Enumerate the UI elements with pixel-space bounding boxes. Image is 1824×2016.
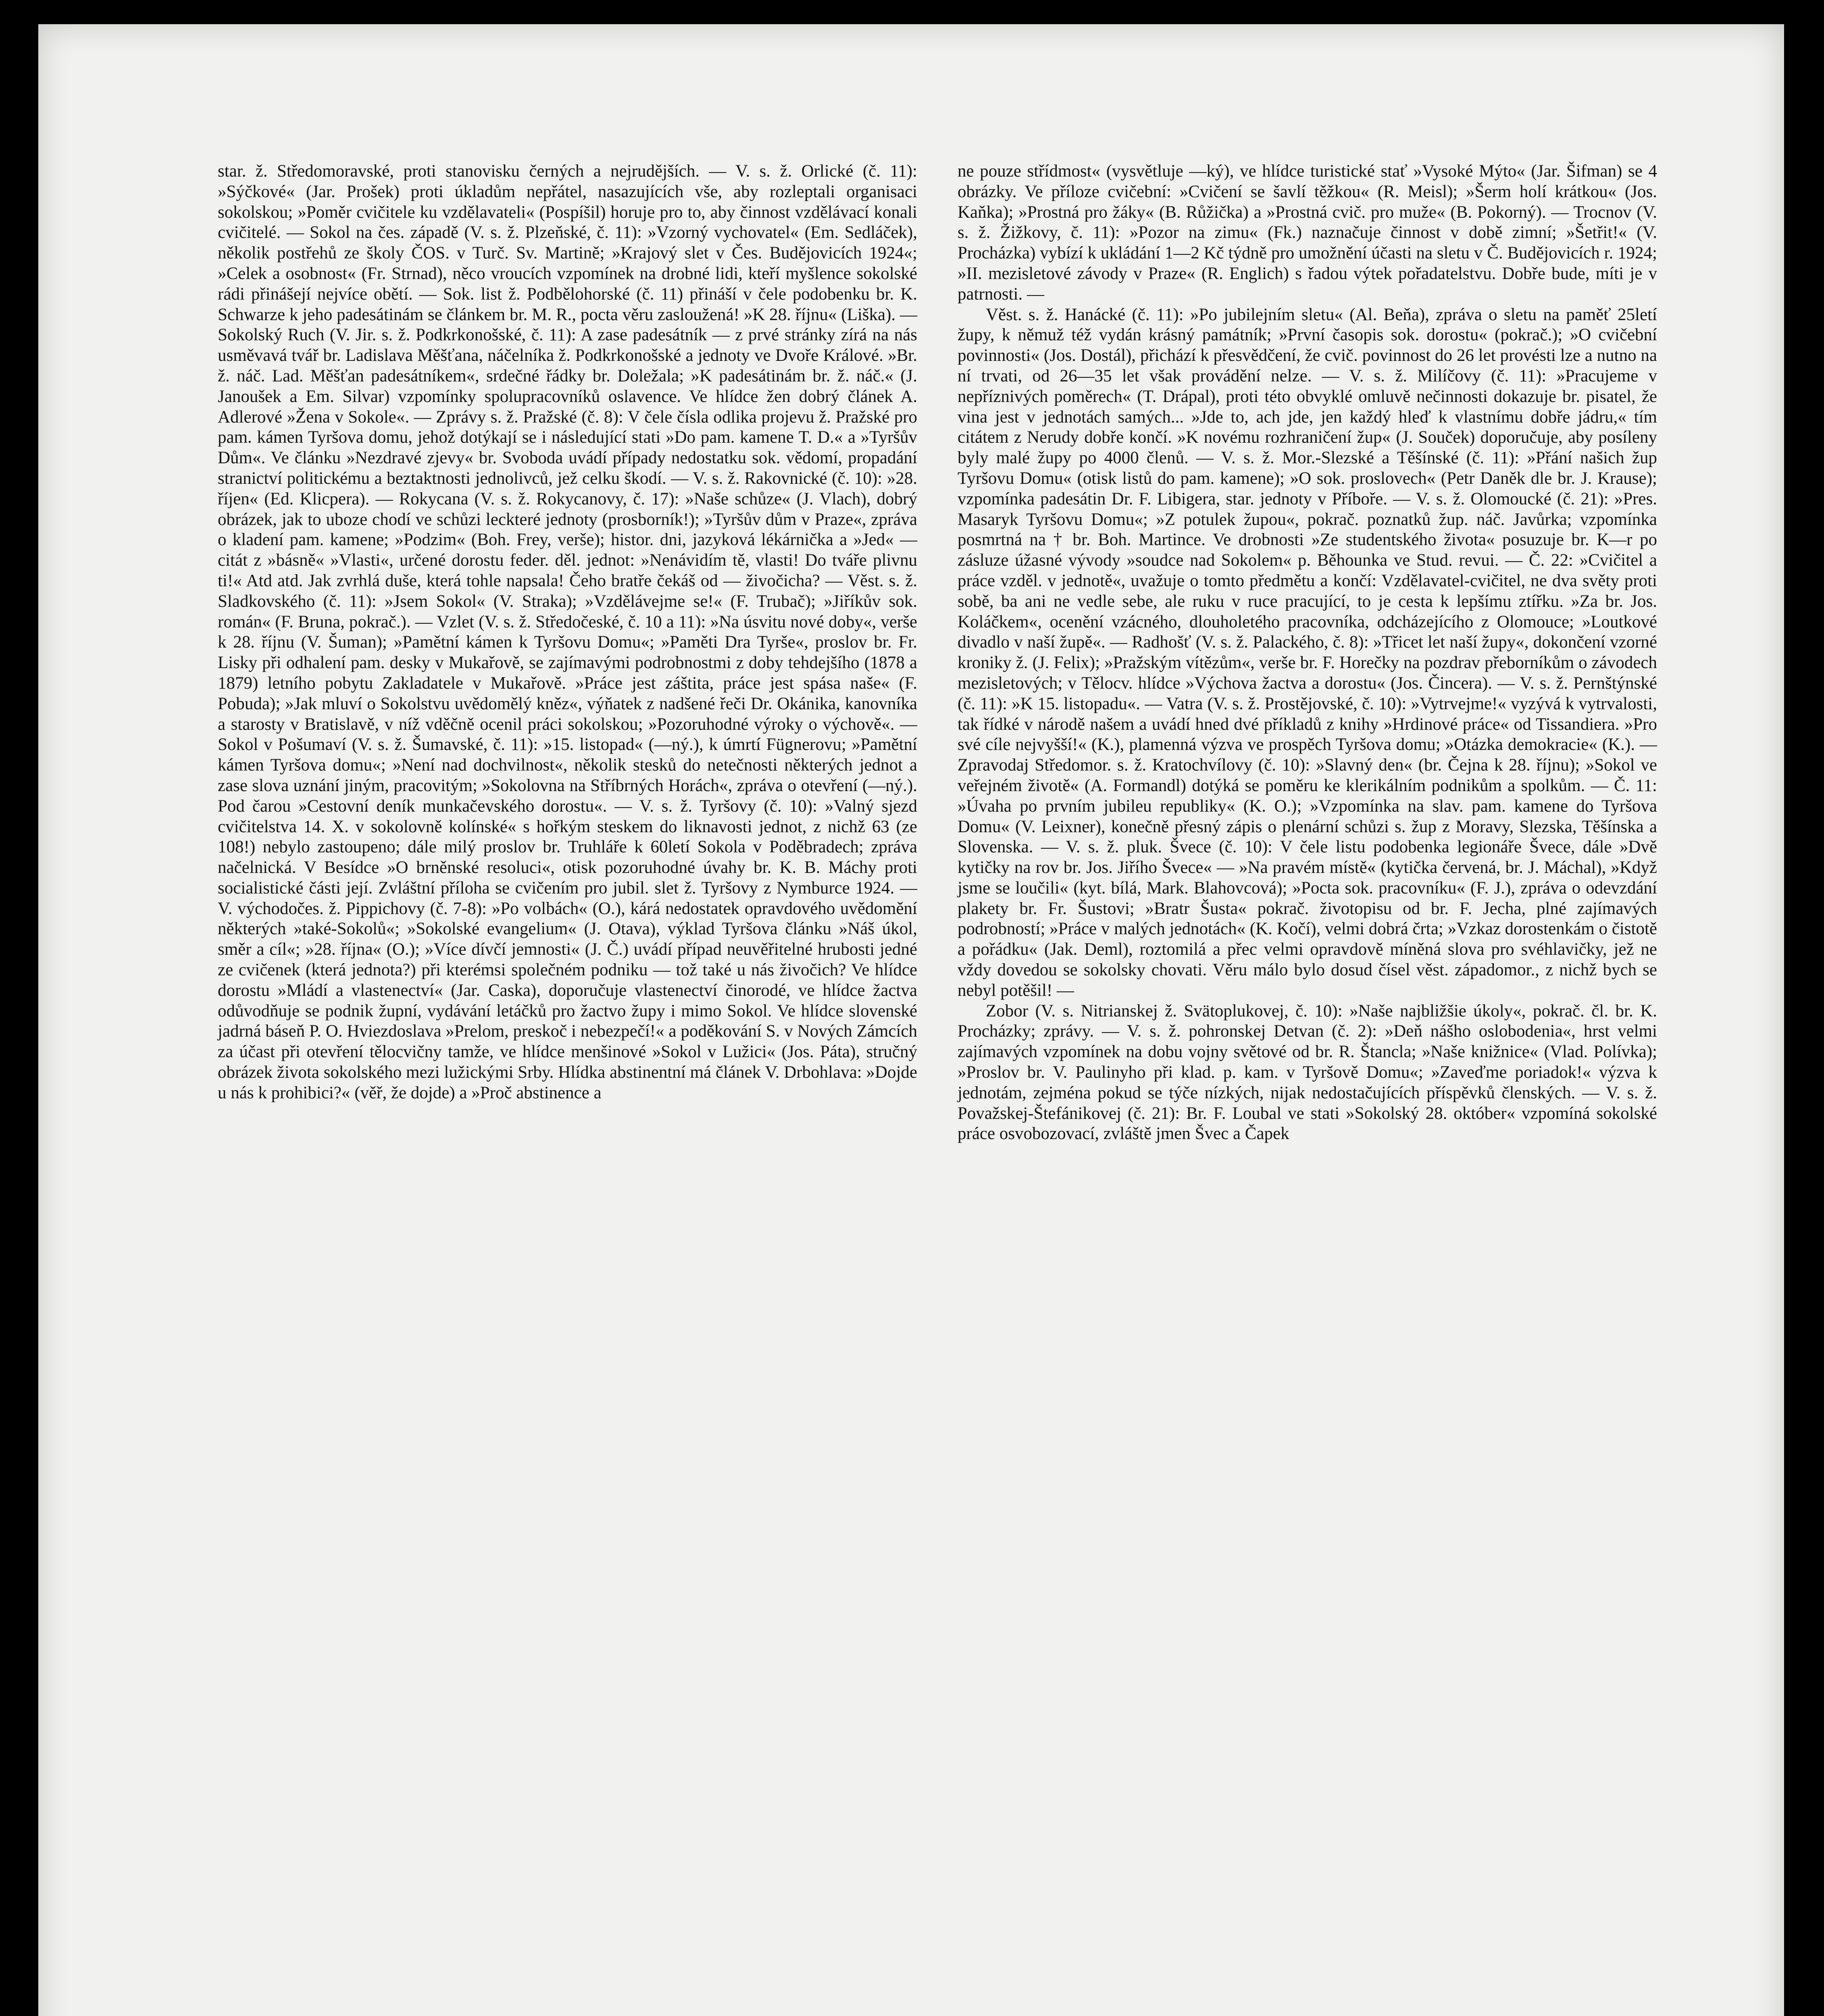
left-text-column xyxy=(218,161,917,1104)
paragraph: Zobor (V. s. Nitrianskej ž. Svätoplukovej, č. 10): »Naše najbližšie úkoly«, pokrač. čl. br. K. Procházky; zprávy. — V. s. ž. pohronskej Detvan (č. 2): »Deň nášho oslobodenia«, hrst velmi zajímavých vzpomínek na dobu vojny světové od br. R. Štancla; »Naše knižnice« (Vlad. Polívka); »Proslov br. V. Paulinyho při klad. p. kam. v Tyršově Domu«; »Zaveďme poriadok!« výzva k jednotám, zejména pokud se týče nízkých, nijak nedostačujících příspěvků členských. — V. s. ž. Považskej-Štefánikovej (č. 21): Br. F. Loubal ve stati »Sokolský 28. október« vzpomíná sokolské práce osvobozovací, zvláště jmen Švec a Čapek xyxy=(958,1001,1657,1143)
right-text-column xyxy=(958,161,1657,1144)
paragraph: ne pouze střídmost« (vysvětluje —ký), ve hlídce turistické stať »Vysoké Mýto« (Jar. Šifman) se 4 obrázky. Ve příloze cvičební: »Cvičení se šavlí těžkou« (R. Meisl); »Šerm holí krátkou« (Jos. Kaňka); »Prostná pro žáky« (B. Růžička) a »Prostná cvič. pro muže« (B. Pokorný). — Trocnov (V. s. ž. Žižkovy, č. 11): »Pozor na zimu« (Fk.) naznačuje činnost v době zimní; »Šetřit!« (V. Procházka) vybízí k ukládání 1—2 Kč týdně pro umožnění účasti na sletu v Č. Budějovicích r. 1924; »II. mezisletové závody v Praze« (R. Englich) s řadou výtek pořadatelstvu. Dobře bude, míti je v patrnosti. — xyxy=(958,162,1657,304)
paragraph: star. ž. Středomoravské, proti stanovisku černých a nejrudějších. — V. s. ž. Orlické (č. 11): »Sýčkové« (Jar. Prošek) proti úkladům nepřátel, nasazujících vše, aby rozleptali organisaci sokolskou; »Poměr cvičitele ku vzdělavateli« (Pospíšil) horuje pro to, aby činnost vzdělávací konali cvičitelé. — Sokol na čes. západě (V. s. ž. Plzeňské, č. 11): »Vzorný vychovatel« (Em. Sedláček), několik postřehů ze školy ČOS. v Turč. Sv. Martině; »Krajový slet v Čes. Budějovicích 1924«; »Celek a osobnost« (Fr. Strnad), něco vroucích vzpomínek na drobné lidi, kteří myšlence sokolské rádi přinášejí nejvíce obětí. — Sok. list ž. Podbělohorské (č. 11) přináší v čele podobenku br. K. Schwarze k jeho padesátinám se článkem br. M. R., pocta věru zasloužená! »K 28. říjnu« (Liška). — Sokolský Ruch (V. Jir. s. ž. Podkrkonošské, č. 11): A zase padesátník — z prvé stránky zírá na nás usměvavá tvář br. Ladislava Měšťana, náčelníka ž. Podkrkonošské a jednoty ve Dvoře Králové. »Br. ž. náč. Lad. Měšťan padesátníkem«, srdečné řádky br. Doležala; »K padesátinám br. ž. náč.« (J. Janoušek a Em. Silvar) vzpomínky spolupracovníků oslavence. Ve hlídce žen dobrý článek A. Adlerové »Žena v Sokole«. — Zprávy s. ž. Pražské (č. 8): V čele čísla odlika projevu ž. Pražské pro pam. kámen Tyršova domu, jehož dotýkají se i následující stati »Do pam. kamene T. D.« a »Tyršův Dům«. Ve článku »Nezdravé zjevy« br. Svoboda uvádí případy nedostatku sok. vědomí, propadání stranictví politickému a beztaktnosti jednolivců, jež celku škodí. — V. s. ž. Rakovnické (č. 10): »28. říjen« (Ed. Klicpera). — Rokycana (V. s. ž. Rokycanovy, č. 17): »Naše schůze« (J. Vlach), dobrý obrázek, jak to uboze chodí ve schůzi leckteré jednoty (prosborník!); »Tyršův dům v Praze«, zpráva o kladení pam. kamene; »Podzim« (Boh. Frey, verše); histor. dni, jazyková lékárnička a »Jed« — citát z »básně« »Vlasti«, určené dorostu feder. děl. jednot: »Nenávidím tě, vlasti! Do tváře plivnu ti!« Atd atd. Jak zvrhlá duše, která tohle napsala! Čeho bratře čekáš od — živočicha? — Věst. s. ž. Sladkovského (č. 11): »Jsem Sokol« (V. Straka); »Vzdělávejme se!« (F. Trubač); »Jiříkův sok. román« (F. Bruna, pokrač.). — Vzlet (V. s. ž. Středočeské, č. 10 a 11): »Na úsvitu nové doby«, verše k 28. říjnu (V. Šuman); »Pamětní kámen k Tyršovu Domu«; »Paměti Dra Tyrše«, proslov br. Fr. Lisky při odhalení pam. desky v Mukařově, se zajímavými podrobnostmi z doby tehdejšího (1878 a 1879) letního pobytu Zakladatele v Mukařově. »Práce jest záštita, práce jest spása naše« (F. Pobuda); »Jak mluví o Sokolstvu uvědomělý kněz«, výňatek z nadšené řeči Dr. Okánika, kanovníka a starosty v Bratislavě, v níž vděčně ocenil práci sokolskou; »Pozoruhodné výroky o výchově«. — Sokol v Pošumaví (V. s. ž. Šumavské, č. 11): »15. listopad« (—ný.), k úmrtí Fügnerovu; »Pamětní kámen Tyršova domu«; »Není nad dochvilnost«, několik stesků do netečnosti některých jednot a zase slova uznání jiným, pracovitým; »Sokolovna na Stříbrných Horách«, zpráva o otevření (—ný.). Pod čarou »Cestovní deník munkačevského dorostu«. — V. s. ž. Tyršovy (č. 10): »Valný sjezd cvičitelstva 14. X. v sokolovně kolínské« s hořkým steskem do liknavosti jednot, z nichž 63 (ze 108!) nebylo zastoupeno; dále milý proslov br. Truhláře k 60letí Sokola v Poděbradech; zpráva načelnická. V Besídce »O brněnské resoluci«, otisk pozoruhodné úvahy br. K. B. Máchy proti socialistické části její. Zvláštní příloha se cvičením pro jubil. slet ž. Tyršovy z Nymburce 1924. — V. východočes. ž. Pippichovy (č. 7-8): »Po volbách« (O.), kárá nedostatek opravdového uvědomění některých »také-Sokolů«; »Sokolské evangelium« (J. Otava), výklad Tyršova článku »Náš úkol, směr a cíl«; »28. října« (O.); »Více dívčí jemnosti« (J. Č.) uvádí případ neuvěřitelné hrubosti jedné ze cvičenek (která jednota?) při kterémsi společném podniku — tož také u nás živočich? Ve hlídce dorostu »Mládí a vlastenectví« (Jar. Caska), doporučuje vlastenectví činorodé, ve hlídce žactva odůvodňuje se podnik župní, vydávání letáčků pro žactvo župy i mimo Sokol. Ve hlídce slovenské jadrná báseň P. O. Hviezdoslava »Prelom, preskoč i nebezpečí!« a poděkování S. v Nových Zámcích za účast při otevření tělocvičny tamže, ve hlídce menšinové »Sokol v Lužici« (Jos. Páta), stručný obrázek života sokolského mezi lužickými Srby. Hlídka abstinentní má článek V. Drbohlava: »Dojde u nás k prohibici?« (věř, že dojde) a »Proč abstinence a xyxy=(218,162,917,1102)
paragraph: Věst. s. ž. Hanácké (č. 11): »Po jubilejním sletu« (Al. Beňa), zpráva o sletu na paměť 25letí župy, k němuž též vydán krásný památník; »První časopis sok. dorostu« (pokrač.); »O cvičební povinnosti« (Jos. Dostál), přichází k přesvědčení, že cvič. povinnost do 26 let provésti lze a nutno na ní trvati, od 26—35 let však provádění nelze. — V. s. ž. Milíčovy (č. 11): »Pracujeme v nepříznivých poměrech« (T. Drápal), proti této obvyklé omluvě nečinnosti dokazuje br. pisatel, že vina jest v jednotách samých... »Jde to, ach jde, jen každý hleď k vlastnímu dobře jádru,« tím citátem z Nerudy dobře končí. »K novému rozhraničení žup« (J. Souček) doporučuje, aby posíleny byly malé župy po 4000 členů. — V. s. ž. Mor.-Slezské a Těšínské (č. 11): »Přání našich žup Tyršovu Domu« (otisk listů do pam. kamene); »O sok. proslovech« (Petr Daněk dle br. J. Krause); vzpomínka padesátin Dr. F. Libigera, star. jednoty v Příboře. — V. s. ž. Olomoucké (č. 21): »Pres. Masaryk Tyršovu Domu«; »Z potulek župou«, pokrač. poznatků žup. náč. Javůrka; vzpomínka posmrtná na † br. Boh. Martince. Ve drobnosti »Ze studentského života« posuzuje br. K—r po zásluze úžasné vývody »soudce nad Sokolem« p. Běhounka ve Stud. revui. — Č. 22: »Cvičitel a práce vzděl. v jednotě«, uvažuje o tomto předmětu a končí: Vzdělavatel-cvičitel, ne dva světy proti sobě, ba ani ne vedle sebe, ale ruku v ruce pracující, to je cesta k lepšímu ztířku. »Za br. Jos. Koláčkem«, ocenění vzácného, dlouholetého pracovníka, odcházejícího z Olomouce; »Loutkové divadlo v naší župě«. — Radhošť (V. s. ž. Palackého, č. 8): »Třicet let naší župy«, dokončení vzorné kroniky ž. (J. Felix); »Pražským vítězům«, verše br. F. Horečky na pozdrav přeborníkům o závodech mezisletových; v Tělocv. hlídce »Výchova žactva a dorostu« (Jos. Čincera). — V. s. ž. Pernštýnské (č. 11): »K 15. listopadu«. — Vatra (V. s. ž. Prostějovské, č. 10): »Vytrvejme!« vyzývá k vytrvalosti, tak řídké v národě našem a uvádí hned dvé příkladů z knihy »Hrdinové práce« od Tissandiera. »Pro své cíle nejvyšší!« (K.), plamenná výzva ve prospěch Tyršova domu; »Otázka demokracie« (K.). — Zpravodaj Středomor. s. ž. Kratochvílovy (č. 10): »Slavný den« (br. Čejna k 28. říjnu); »Sokol ve veřejném životě« (A. Formandl) dotýká se poměru ke klerikálním podnikům a spolkům. — Č. 11: »Úvaha po prvním jubileu republiky« (K. O.); »Vzpomínka na slav. pam. kamene do Tyršova Domu« (V. Leixner), konečně přesný zápis o plenární schůzi s. žup z Moravy, Slezska, Těšínska a Slovenska. — V. s. ž. pluk. Švece (č. 10): V čele listu podobenka legionáře Švece, dále »Dvě kytičky na rov br. Jos. Jiřího Švece« — »Na pravém místě« (kytička červená, br. J. Máchal), »Když jsme se loučili« (kyt. bílá, Mark. Blahovcová); »Pocta sok. pracovníku« (F. J.), zpráva o odevzdání plakety br. Fr. Šustovi; »Bratr Šusta« pokrač. životopisu od br. F. Jecha, plné zajímavých podrobností; »Práce v malých jednotách« (K. Kočí), velmi dobrá črta; »Vzkaz dorostenkám o čistotě a pořádku« (Jak. Deml), roztomilá a přec velmi opravdově míněná slova pro svéhlavičky, jež ne vždy dovedou se sokolsky chovati. Věru málo bylo dosud čísel věst. západomor., z nichž bych se nebyl potěšil! — xyxy=(958,305,1657,1000)
